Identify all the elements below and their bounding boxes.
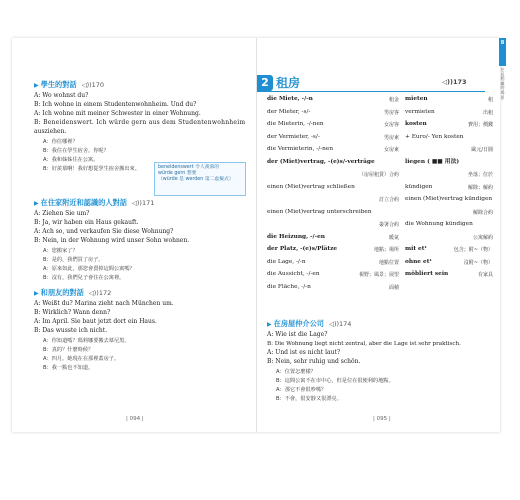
dialogue-line: B: Beneidenswert. Ich würde gern aus dem Studentenwohnheim	[34, 119, 246, 126]
vocab-term: der Mieter, -s/-	[267, 108, 311, 115]
dialogue-line: B: Nein, in der Wohnung wird unser Sohn wohnen.	[34, 237, 190, 244]
vocab-translation: 租	[487, 97, 493, 103]
vocab-term: liegen ( ■■ 用法)	[405, 158, 460, 165]
vocab-translation: 出租	[482, 109, 493, 116]
side-tab-label: 住居相關的場景	[500, 67, 505, 100]
audio-track: ◁))171	[131, 199, 155, 207]
section-heading-neighbor: ▶ 在住家附近和認識的人對話 ◁))171	[34, 198, 155, 207]
translation-line: B：好羨慕啊！我好想從學生宿舍搬出來。	[43, 166, 140, 172]
dialogue-line: B: Ja, wir haben ein Haus gekauft.	[34, 219, 139, 226]
translation-line: A：那它不會很吵嗎？	[276, 387, 327, 393]
vocab-term: die Fläche, -/-n	[267, 283, 311, 290]
dialogue-line: B: Nein, sehr ruhig und schön.	[267, 358, 361, 365]
vocab-term: mieten	[405, 96, 428, 102]
vocab-term: einen (Miet)vertrag unterschreiben	[267, 208, 372, 215]
note-line: （würde 是 werden 第二虛擬式）	[158, 177, 234, 183]
vocab-translation: 費用；價錢	[467, 122, 493, 128]
section-heading-agency: ▶ 在房屋仲介公司 ◁))174	[267, 319, 352, 328]
dialogue-line: B: Das wusste ich nicht.	[34, 327, 108, 334]
dialogue-line: A: Ziehen Sie um?	[34, 210, 90, 217]
dialogue-line: A: Im April. Sie baut jetzt dort ein Haus.	[34, 318, 157, 325]
vocab-term: einen (Miet)vertrag schließen	[267, 183, 355, 190]
section-heading-friend: ▶ 和朋友的對話 ◁))172	[34, 288, 112, 297]
translation-line: B：不會，很安靜又很漂亮。	[276, 396, 342, 402]
vocab-translation: 有家具	[477, 272, 493, 278]
vocab-translation: 訂立合約	[378, 197, 399, 203]
book-spread	[12, 38, 505, 432]
section-heading-student: ▶ 學生的對話 ◁))170	[34, 80, 105, 89]
vocab-term: die Lage, -/-n	[267, 258, 306, 265]
note-line: beneidenswert 令人羨慕的	[158, 165, 220, 170]
vocab-translation: 視野；風景；展望	[358, 272, 399, 278]
page-number: | 094 |	[126, 416, 144, 422]
triangle-icon: ▶	[267, 320, 272, 328]
left-page	[12, 38, 256, 432]
dialogue-line: A: Ach so, und verkaufen Sie diese Wohnung?	[34, 228, 174, 235]
vocab-translation: 女房客	[383, 122, 399, 128]
vocab-term: + Euro/- Yen kosten	[405, 133, 464, 140]
dialogue-line: A: Und ist es nicht laut?	[267, 349, 341, 356]
page-number: | 095 |	[373, 416, 391, 422]
vocab-term: der (Miet)vertrag, -(e)s/-verträge	[267, 158, 375, 165]
chapter-underline	[257, 91, 485, 92]
vocab-term: vermieten	[405, 108, 435, 115]
translation-line: A：原來如此，那您會賣掉這間公寓嗎？	[43, 266, 135, 272]
dialogue-line: B: Die Wohnung liegt nicht zentral, aber die Lage ist sehr praktisch.	[267, 341, 461, 347]
vocab-term: mit et¹	[405, 246, 427, 252]
vocab-term: ohne et¹	[405, 258, 432, 265]
vocab-translation: 地點位置	[378, 259, 399, 266]
audio-track: ◁))170	[81, 81, 105, 89]
vocab-term: der Vermieter, -s/-	[267, 133, 320, 140]
vocab-term: die Vermieterin, -/-nen	[267, 146, 334, 152]
vocab-translation: 解除合約	[472, 209, 493, 216]
chapter-number: 2	[257, 75, 273, 91]
vocab-term: die Heizung, -/-en	[267, 233, 325, 240]
vocab-translation: 男房東	[383, 134, 399, 141]
vocab-term: die Aussicht, -/-en	[267, 271, 320, 277]
dialogue-line: A: Wo wohnst du?	[34, 92, 89, 99]
translation-line: A：你住哪裡？	[43, 139, 78, 145]
right-page	[257, 38, 505, 432]
dialogue-line: B: Wirklich? Wann denn?	[34, 309, 111, 316]
vocab-translation: 暖氣	[388, 234, 399, 241]
triangle-icon: ▶	[34, 289, 39, 297]
translation-line: A：位置怎麼樣？	[276, 369, 316, 375]
vocab-translation: 沒附~（物）	[463, 259, 493, 266]
vocab-translation: 歐元/日圓	[471, 147, 493, 153]
vocab-translation: （房屋租賃）合約	[358, 172, 399, 178]
chapter-title: 租房	[276, 76, 301, 90]
translation-line: B：真的？什麼時候？	[43, 347, 94, 353]
vocab-term: die Mieterin, -/-nen	[267, 121, 324, 127]
vocab-translation: 租金	[388, 97, 399, 103]
translation-line: B：是的，我們買了房子。	[43, 257, 104, 263]
translation-line: B：我一點也不知道。	[43, 365, 94, 371]
chapter-side-tab: 8	[499, 38, 506, 66]
vocab-translation: 公寓解約	[472, 234, 493, 241]
translation-line: B：這間公寓不在市中心，但是位在很便利的地點。	[276, 378, 394, 384]
vocab-translation: 女房東	[383, 147, 399, 153]
dialogue-line: A: Weißt du? Marina zieht nach München um.	[34, 300, 174, 307]
vocab-term: kündigen	[405, 183, 433, 190]
triangle-icon: ▶	[34, 81, 39, 89]
dialogue-line: A: Ich wohne mit meiner Schwester in einer Wohnung.	[34, 110, 201, 117]
vocab-translation: 男房客	[383, 109, 399, 116]
vocab-term: einen (Miet)vertrag kündigen	[405, 196, 493, 202]
vocab-translation: 坐落；位於	[467, 172, 493, 178]
translation-line: A：我和姊姊住在公寓。	[43, 157, 99, 163]
chapter-heading	[257, 74, 300, 91]
dialogue-line: ausziehen.	[34, 128, 67, 135]
translation-line: B：沒有，我們兒子會住在公寓裡。	[43, 275, 125, 281]
vocab-translation: 解除；解約	[467, 184, 493, 191]
note-line: würde gern 想要	[158, 171, 197, 177]
vocab-term: möbliert sein	[405, 271, 449, 277]
vocab-term: die Wohnung kündigen	[405, 221, 473, 227]
vocab-note-box	[154, 162, 246, 196]
vocab-translation: 地點；場所	[373, 247, 399, 253]
dialogue-line: A: Wie ist die Lage?	[267, 331, 328, 338]
vocab-translation: 面積	[388, 284, 399, 291]
audio-track: ◁))174	[328, 320, 352, 328]
vocab-term: die Miete, -/-n	[267, 96, 313, 102]
triangle-icon: ▶	[34, 199, 39, 207]
vocab-translation: 簽署合約	[378, 222, 399, 228]
translation-line: A：你知道嗎？瑪莉娜要搬去慕尼黑。	[43, 338, 130, 344]
vocab-term: kosten	[405, 121, 427, 127]
dialogue-line: B: Ich wohne in einem Studentenwohnheim. Und du?	[34, 101, 197, 108]
translation-line: A：四月。她現在在那裡蓋房子。	[43, 356, 120, 362]
vocab-translation: 包含；附~（物）	[453, 247, 493, 253]
audio-track: ◁))172	[88, 289, 112, 297]
chapter-audio: ◁))173	[442, 78, 467, 86]
vocab-term: der Platz, -(e)s/Plätze	[267, 246, 338, 252]
translation-line: B：我住在學生宿舍。你呢？	[43, 148, 109, 154]
translation-line: A：您搬家了？	[43, 248, 78, 254]
